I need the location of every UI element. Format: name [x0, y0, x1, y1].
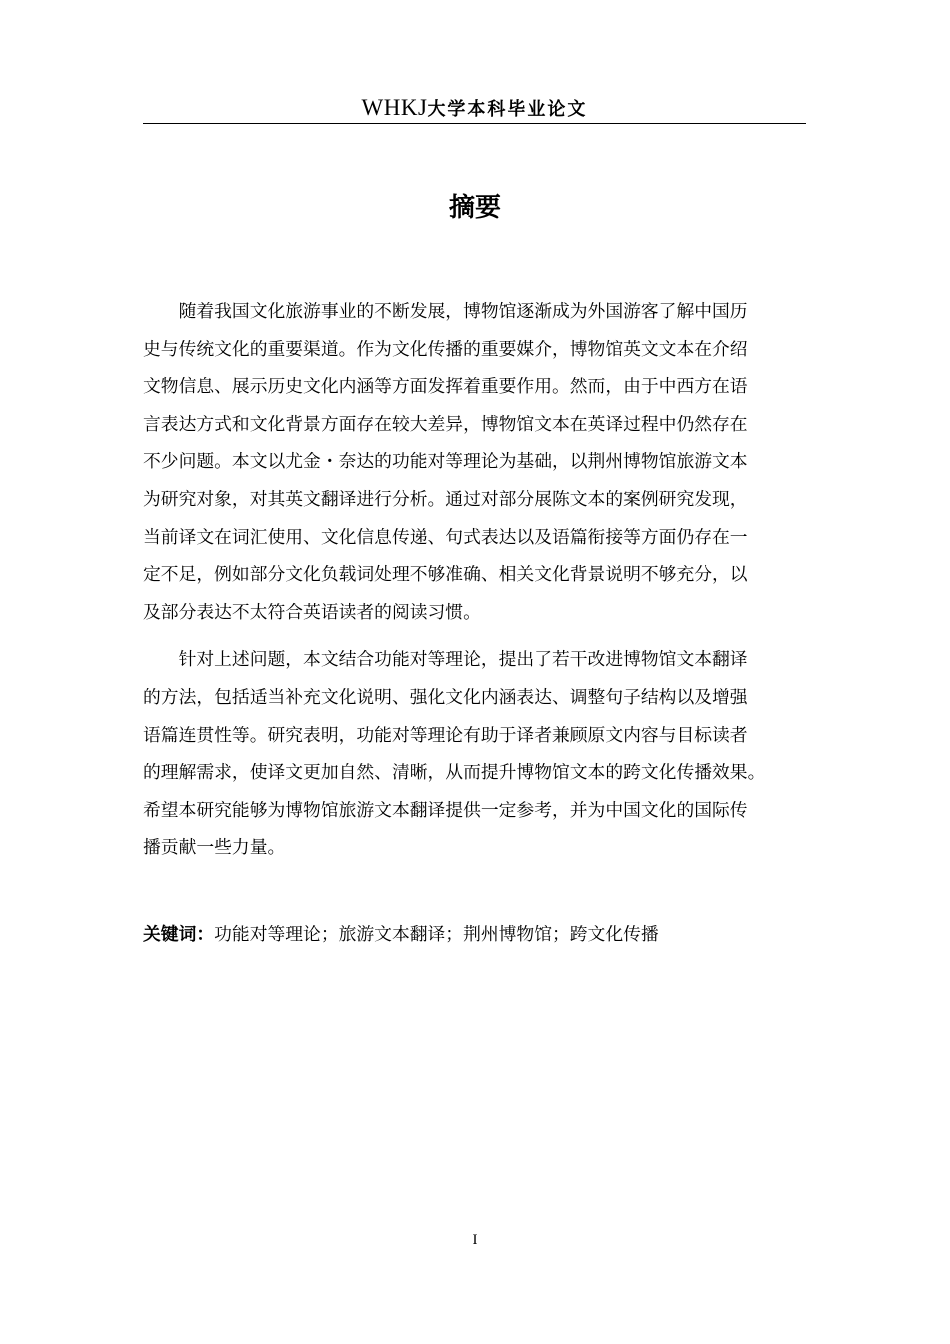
- paragraph-line: 的方法，包括适当补充文化说明、强化文化内涵表达、调整句子结构以及增强: [143, 686, 748, 708]
- paragraph-line: 希望本研究能够为博物馆旅游文本翻译提供一定参考，并为中国文化的国际传: [143, 799, 748, 821]
- paragraph-line: 针对上述问题，本文结合功能对等理论，提出了若干改进博物馆文本翻译: [143, 649, 748, 671]
- paragraph-line: 不少问题。本文以尤金・奈达的功能对等理论为基础，以荆州博物馆旅游文本: [143, 451, 748, 473]
- paragraph-line: 随着我国文化旅游事业的不断发展，博物馆逐渐成为外国游客了解中国历: [143, 301, 748, 322]
- paragraph-line: 的理解需求，使译文更加自然、清晰，从而提升博物馆文本的跨文化传播效果。: [143, 762, 766, 784]
- header-title: [362, 92, 588, 126]
- abstract-paragraph-2: [143, 641, 811, 867]
- paragraph-line: 定不足，例如部分文化负载词处理不够准确、相关文化背景说明不够充分，以: [143, 564, 748, 586]
- paragraph-line: 语篇连贯性等。研究表明，功能对等理论有助于译者兼顾原文内容与目标读者: [143, 724, 748, 746]
- keywords-line: [143, 919, 659, 951]
- paragraph-line: 播贡献一些力量。: [143, 837, 286, 859]
- paragraph-line: 当前译文在词汇使用、文化信息传递、句式表达以及语篇衔接等方面仍存在一: [143, 526, 748, 548]
- keywords-value: 功能对等理论；旅游文本翻译；荆州博物馆；跨文化传播: [214, 924, 659, 945]
- header-chinese: 大学本科毕业论文: [427, 99, 588, 120]
- header-latin: WHKJ: [361, 95, 428, 120]
- abstract-title: 摘要: [448, 193, 501, 223]
- running-header: [143, 92, 806, 124]
- keywords-label: 关键词：: [143, 924, 215, 945]
- paragraph-line: 及部分表达不太符合英语读者的阅读习惯。: [143, 601, 481, 623]
- abstract-body: [143, 293, 811, 877]
- paragraph-line: 文物信息、展示历史文化内涵等方面发挥着重要作用。然而，由于中西方在语: [143, 376, 748, 398]
- paragraph-line: 为研究对象，对其英文翻译进行分析。通过对部分展陈文本的案例研究发现，: [143, 488, 748, 510]
- page-number: I: [472, 1232, 478, 1248]
- paragraph-line: 言表达方式和文化背景方面存在较大差异，博物馆文本在英译过程中仍然存在: [143, 413, 748, 435]
- abstract-paragraph-1: [143, 293, 811, 631]
- paragraph-line: 史与传统文化的重要渠道。作为文化传播的重要媒介，博物馆英文文本在介绍: [143, 338, 748, 360]
